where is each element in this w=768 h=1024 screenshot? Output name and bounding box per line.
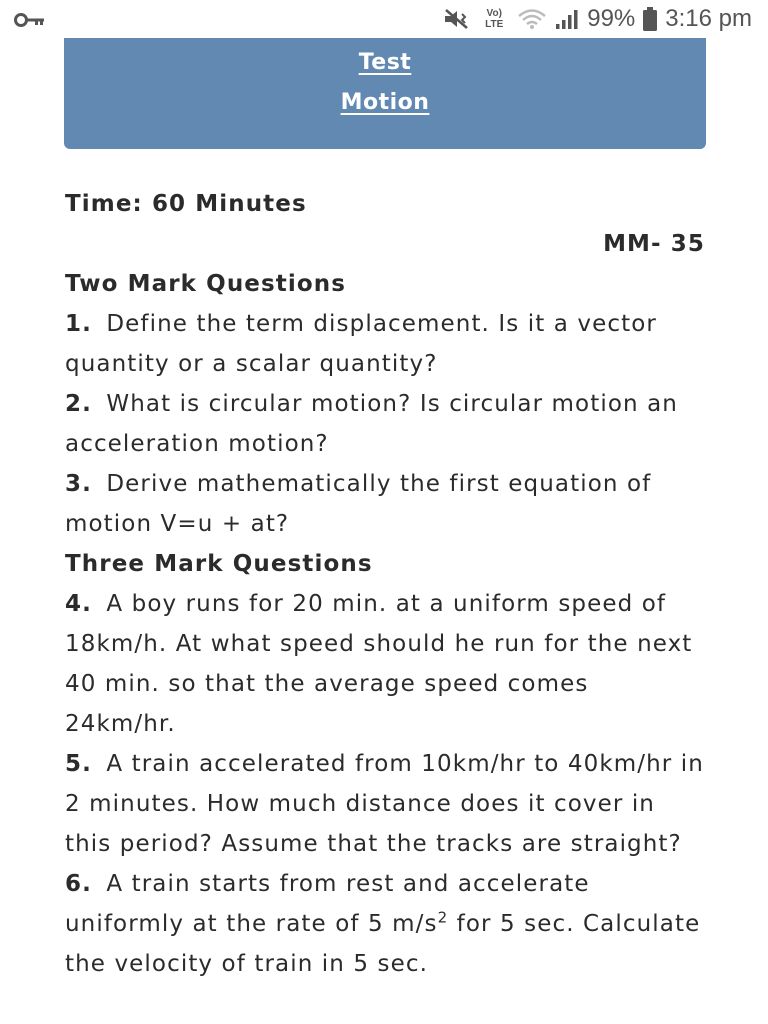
question-item	[65, 304, 705, 384]
status-icons	[443, 4, 752, 34]
superscript: 2	[437, 908, 449, 927]
question-item	[65, 464, 705, 544]
question-item	[65, 584, 705, 744]
section-heading-three-mark: Three Mark Questions	[65, 551, 373, 577]
section-heading-two-mark: Two Mark Questions	[65, 271, 347, 297]
header-banner	[64, 38, 706, 149]
question-number: 1.	[65, 311, 92, 337]
wifi-icon	[517, 8, 547, 30]
question-item	[65, 864, 705, 984]
time-limit: Time: 60 Minutes	[65, 191, 307, 217]
test-content	[65, 184, 705, 984]
question-number: 6.	[65, 871, 92, 897]
question-number: 5.	[65, 751, 92, 777]
question-text-part: A train starts from rest and accelerate uniformly at the rate of 5 m/s	[65, 871, 590, 937]
question-text: A train accelerated from 10km/hr to 40km/hr in 2 minutes. How much distance does it cover in this period? Assume that the tracks are straight?	[65, 751, 704, 857]
page-subtitle[interactable]: Motion	[340, 90, 430, 115]
question-item	[65, 384, 705, 464]
question-number: 4.	[65, 591, 92, 617]
status-bar	[0, 0, 768, 38]
question-text: Derive mathematically the first equation of motion V=u + at?	[65, 471, 652, 537]
question-number: 2.	[65, 391, 92, 417]
clock: 3:16 pm	[665, 5, 752, 32]
volte-icon: Vo) LTE	[485, 8, 504, 30]
max-marks: MM- 35	[603, 231, 705, 257]
page-title[interactable]: Test	[358, 50, 412, 75]
question-item	[65, 744, 705, 864]
battery-icon	[643, 7, 657, 31]
cell-signal-icon	[555, 8, 579, 30]
question-text: Define the term displacement. Is it a vector quantity or a scalar quantity?	[65, 311, 657, 377]
key-icon	[14, 12, 46, 28]
question-text: A boy runs for 20 min. at a uniform speed of 18km/h. At what speed should he run for the next 40 min. so that the average speed comes 24km/hr.	[65, 591, 693, 737]
question-number: 3.	[65, 471, 92, 497]
battery-percent: 99%	[587, 5, 636, 32]
question-text-part: for 5 sec. Calculate the velocity of train in 5 sec.	[65, 911, 701, 977]
vibrate-icon	[443, 8, 471, 30]
question-text: What is circular motion? Is circular motion an acceleration motion?	[65, 391, 678, 457]
